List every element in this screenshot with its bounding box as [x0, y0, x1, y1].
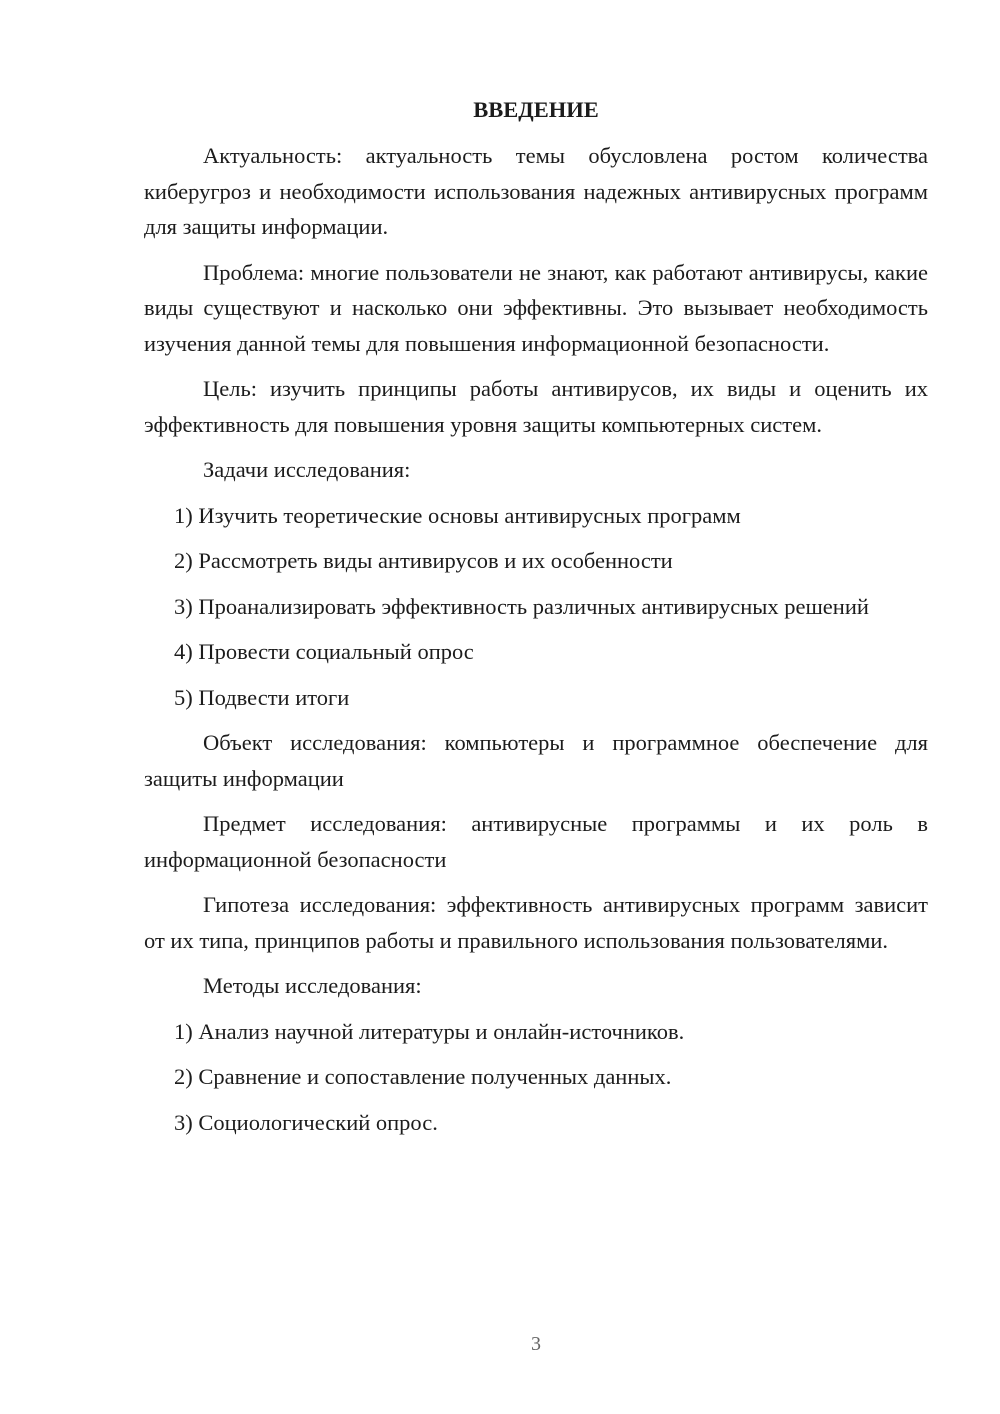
section-title: ВВЕДЕНИЕ	[473, 97, 599, 122]
task-item: 3) Проанализировать эффективность различных антивирусных решений	[174, 593, 869, 619]
task-item: 2) Рассмотреть виды антивирусов и их особенности	[174, 548, 673, 573]
page-number: 3	[531, 1333, 541, 1355]
problem-paragraph: Проблема: многие пользователи не знают, как работают антивирусы, какие виды существуют и насколько они эффективны. Это вызывает необходимость изучения данной темы для повышения информационной безопасности.	[144, 259, 928, 356]
method-item: 1) Анализ научной литературы и онлайн-источников.	[174, 1018, 685, 1044]
relevance-paragraph: Актуальность: актуальность темы обусловлена ростом количества киберугроз и необходимости использования надежных антивирусных программ для защиты информации.	[144, 143, 928, 239]
methods-heading: Методы исследования:	[203, 973, 422, 998]
task-item: 5) Подвести итоги	[174, 684, 350, 710]
method-item: 3) Социологический опрос.	[174, 1109, 438, 1135]
task-item: 1) Изучить теоретические основы антивирусных программ	[174, 502, 741, 528]
task-item: 4) Провести социальный опрос	[174, 639, 474, 664]
hypothesis-paragraph: Гипотеза исследования: эффективность антивирусных программ зависит от их типа, принципов работы и правильного использования пользователями.	[144, 892, 928, 953]
tasks-heading: Задачи исследования:	[203, 457, 411, 482]
object-paragraph: Объект исследования: компьютеры и программное обеспечение для защиты информации	[144, 730, 928, 791]
goal-paragraph: Цель: изучить принципы работы антивирусов, их виды и оценить их эффективность для повышения уровня защиты компьютерных систем.	[144, 376, 928, 437]
subject-paragraph: Предмет исследования: антивирусные программы и их роль в информационной безопасности	[144, 811, 928, 872]
method-item: 2) Сравнение и сопоставление полученных данных.	[174, 1064, 672, 1089]
document-page	[144, 91, 928, 1150]
